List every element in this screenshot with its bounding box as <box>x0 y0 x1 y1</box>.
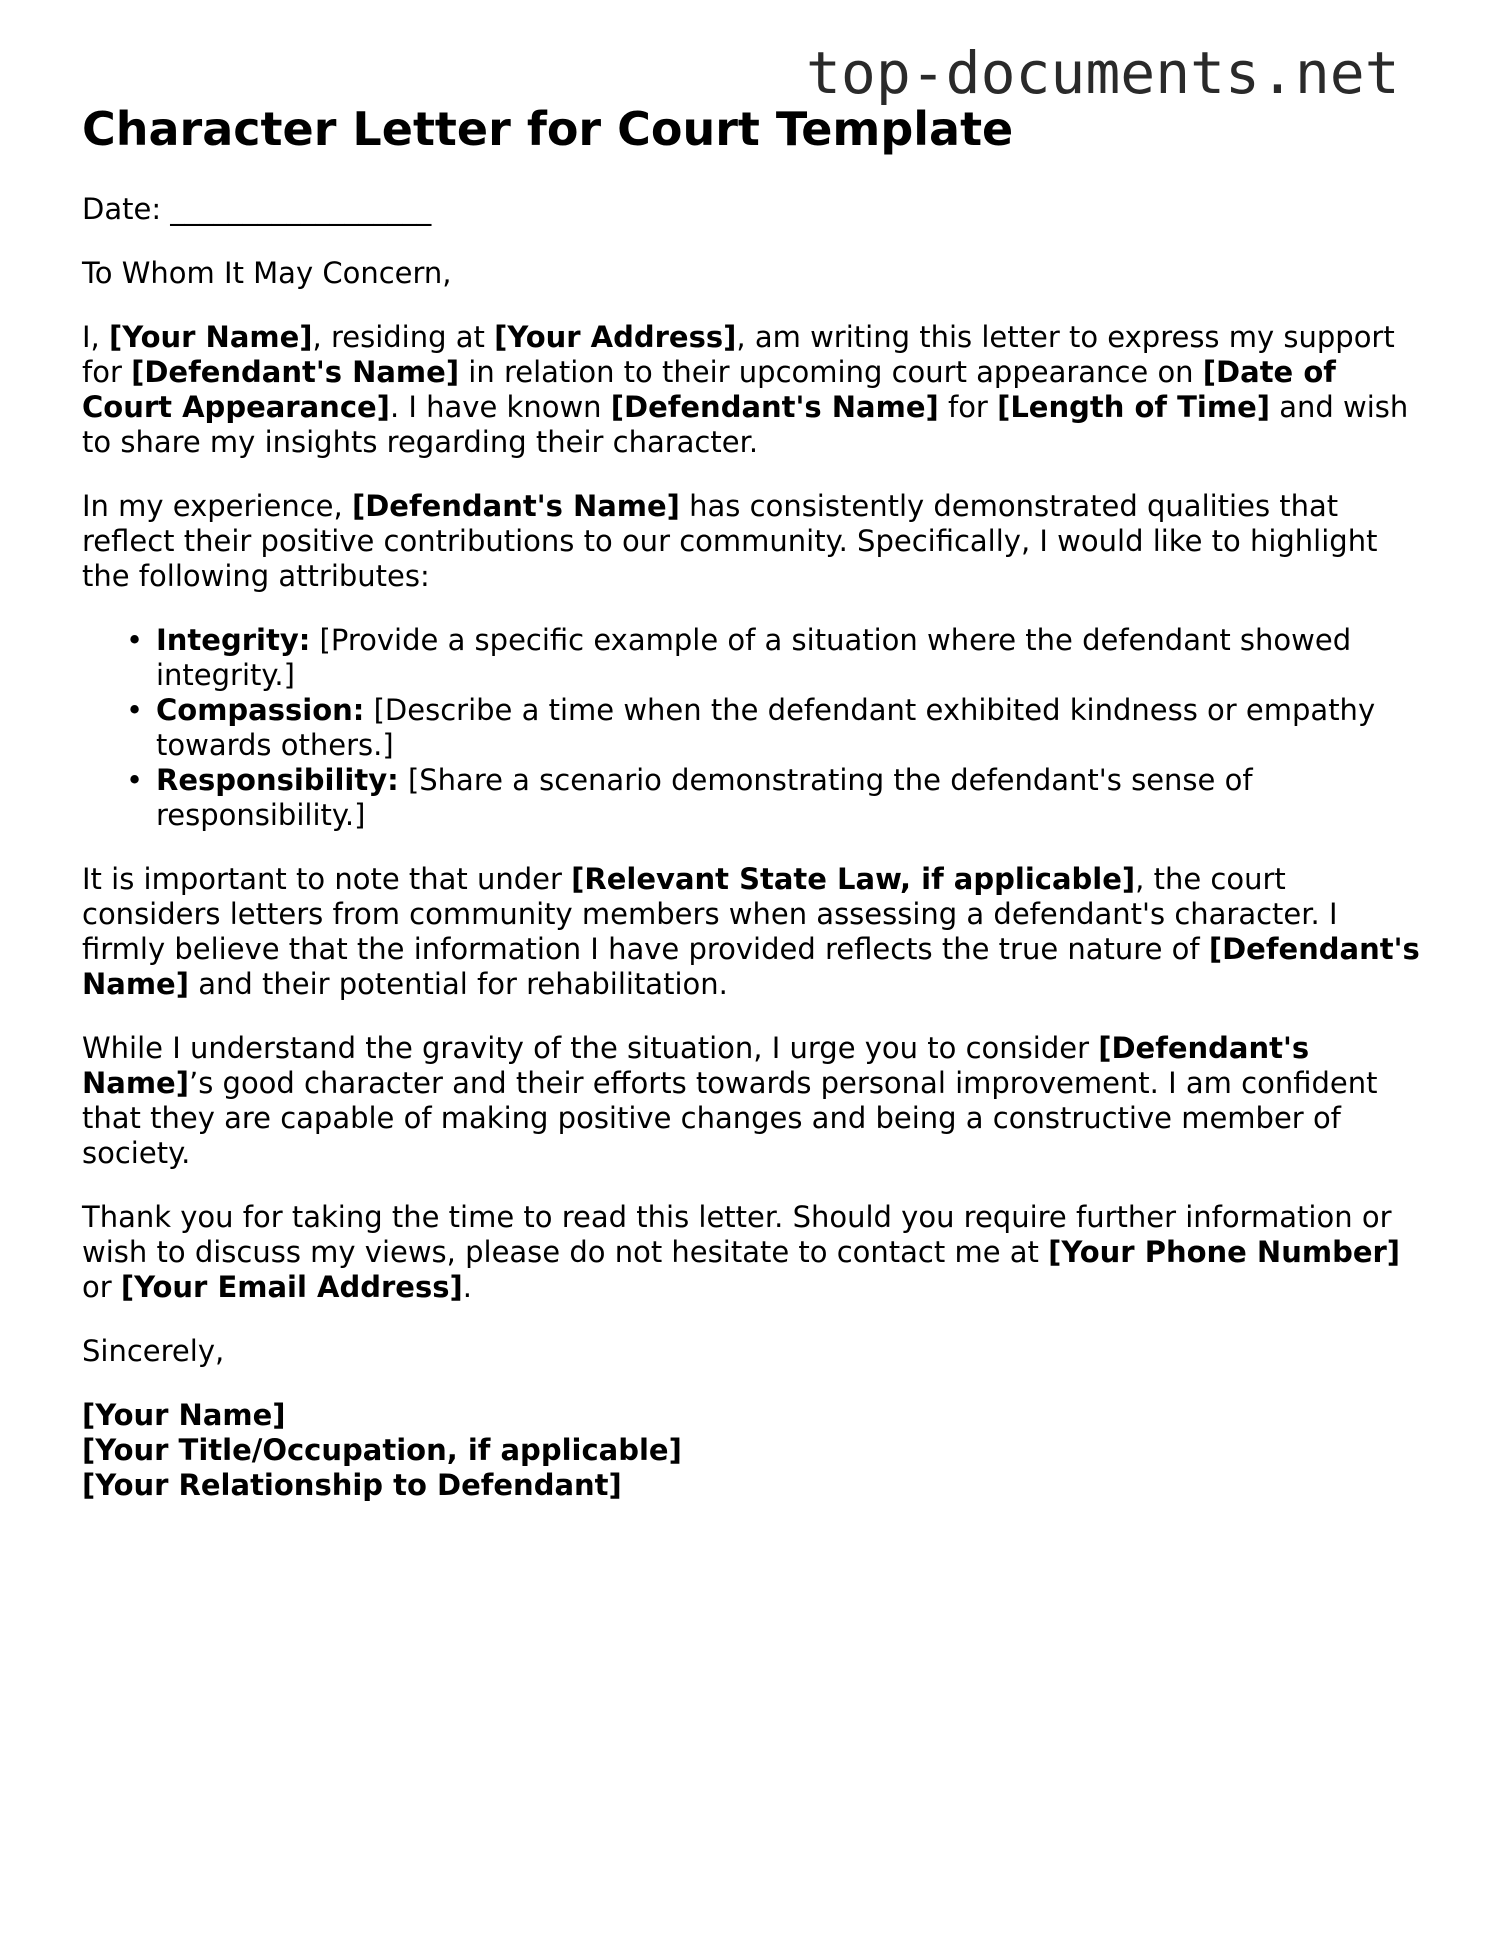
placeholder-your-name: [Your Name] <box>109 320 313 354</box>
text-run: In my experience, <box>82 489 352 523</box>
placeholder-length-of-time: [Length of Time] <box>997 390 1270 424</box>
bullet-icon: • <box>126 693 144 727</box>
placeholder-email-address: [Your Email Address] <box>120 1270 463 1304</box>
text-run: , the court considers letters from community members when assessing a defendant's character. I firmly believe that the information I have provided reflects the true nature of <box>82 862 1338 966</box>
text-run: in relation to their upcoming court appearance on <box>459 355 1203 389</box>
placeholder-court-date: [Date of Court Appearance] <box>82 355 1336 424</box>
placeholder-defendant-name: [Defendant's Name] <box>351 489 680 523</box>
text-run: has consistently demonstrated qualities that reflect their positive contributions to our community. Specifically, I would like to highlight the following attributes: <box>82 489 1378 593</box>
paragraph-experience <box>82 489 1422 594</box>
text-run: , am writing this letter to express my support for <box>82 320 1395 389</box>
document-title: Character Letter for Court Template <box>82 102 1014 156</box>
placeholder-your-address: [Your Address] <box>494 320 737 354</box>
letter-document <box>82 102 1422 1503</box>
attributes-list <box>82 623 1422 833</box>
paragraph-appeal <box>82 1031 1422 1171</box>
signature-block <box>82 1398 1422 1503</box>
attribute-label: Integrity: <box>156 623 311 657</box>
placeholder-defendant-name: [Defendant's Name] <box>82 1031 1310 1100</box>
placeholder-defendant-name: [Defendant's Name] <box>131 355 460 389</box>
attribute-text: [Provide a specific example of a situation where the defendant showed integrity.] <box>156 623 1352 692</box>
list-item <box>126 693 1422 763</box>
closing: Sincerely, <box>82 1334 225 1368</box>
text-run: or <box>82 1270 121 1304</box>
attribute-label: Responsibility: <box>156 763 399 797</box>
placeholder-defendant-name: [Defendant's Name] <box>610 390 939 424</box>
signature-name: [Your Name] <box>82 1398 286 1432</box>
attribute-text: [Describe a time when the defendant exhibited kindness or empathy towards others.] <box>156 693 1376 762</box>
signature-relationship: [Your Relationship to Defendant] <box>82 1468 622 1502</box>
bullet-icon: • <box>126 623 144 657</box>
date-line: Date: __________________ <box>82 192 432 226</box>
list-item <box>126 623 1422 693</box>
text-run: and their potential for rehabilitation. <box>188 967 728 1001</box>
paragraph-legal <box>82 862 1422 1002</box>
signature-title: [Your Title/Occupation, if applicable] <box>82 1433 682 1467</box>
text-run: I, <box>82 320 109 354</box>
list-item <box>126 763 1422 833</box>
paragraph-introduction <box>82 320 1422 460</box>
placeholder-phone-number: [Your Phone Number] <box>1048 1235 1401 1269</box>
placeholder-defendant-name: [Defendant's Name] <box>82 932 1420 1001</box>
bullet-icon: • <box>126 763 144 797</box>
text-run: ’s good character and their efforts towards personal improvement. I am confident that they are capable of making positive changes and being a constructive member of society. <box>82 1066 1378 1170</box>
text-run: and wish to share my insights regarding their character. <box>82 390 1409 459</box>
greeting: To Whom It May Concern, <box>82 256 452 290</box>
text-run: . I have known <box>389 390 611 424</box>
attribute-text: [Share a scenario demonstrating the defendant's sense of responsibility.] <box>156 763 1253 832</box>
watermark-text: top-documents.net <box>806 39 1400 107</box>
text-run: It is important to note that under <box>82 862 572 896</box>
text-run: , residing at <box>312 320 495 354</box>
text-run: While I understand the gravity of the situation, I urge you to consider <box>82 1031 1099 1065</box>
text-run: . <box>462 1270 472 1304</box>
paragraph-contact <box>82 1200 1422 1305</box>
placeholder-state-law: [Relevant State Law, if applicable] <box>571 862 1136 896</box>
text-run: Thank you for taking the time to read this letter. Should you require further information or wish to discuss my views, please do not hesitate to contact me at <box>82 1200 1392 1269</box>
attribute-label: Compassion: <box>156 693 365 727</box>
text-run: for <box>938 390 998 424</box>
